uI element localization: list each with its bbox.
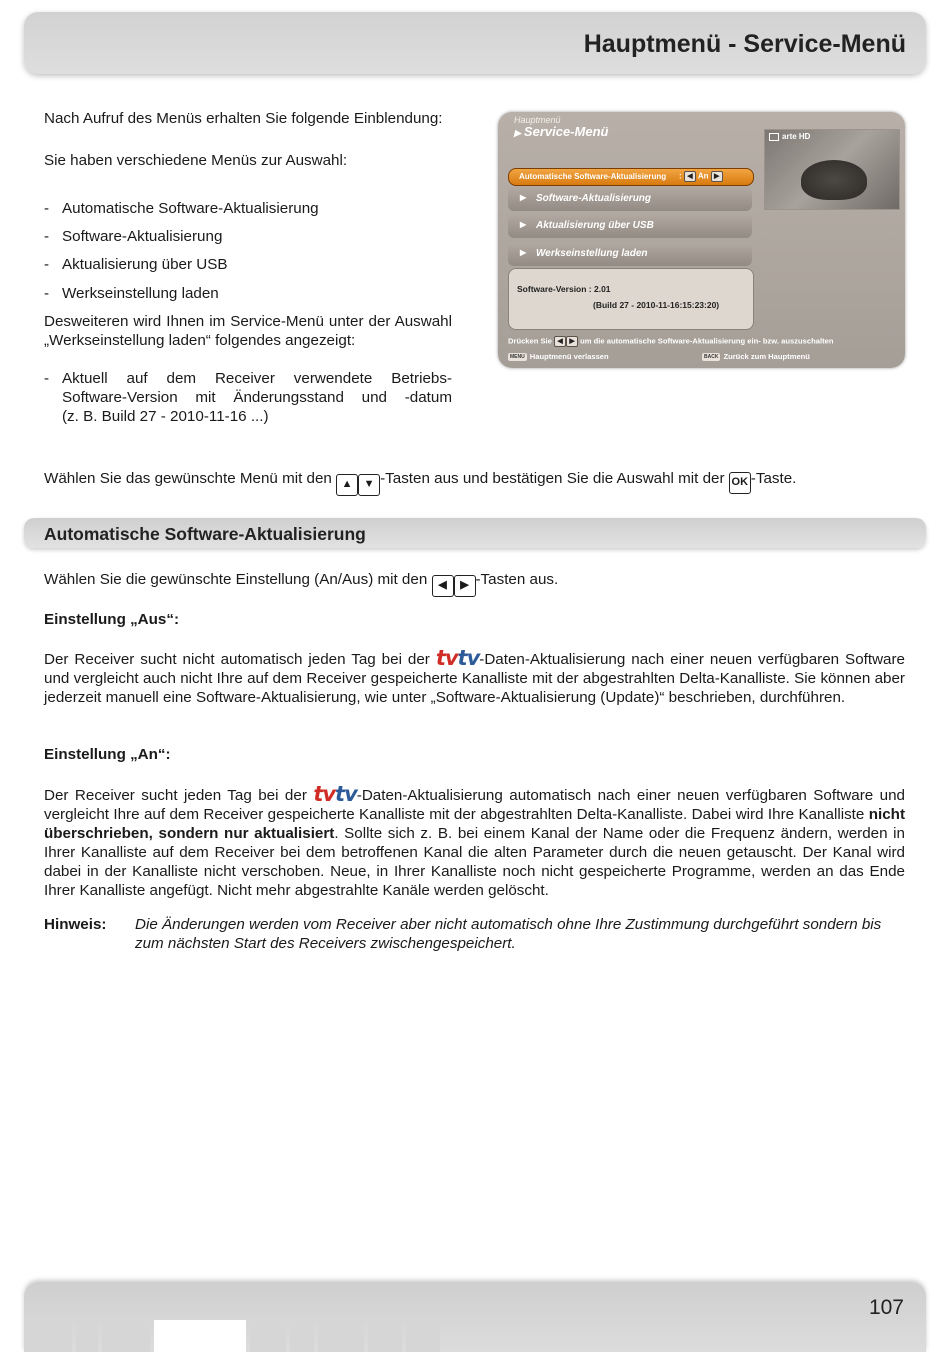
channel-label: arte HD bbox=[769, 132, 810, 141]
tv-screen bbox=[498, 112, 905, 368]
back-key-icon: BACK bbox=[704, 354, 719, 360]
footer-tab bbox=[250, 1320, 286, 1352]
tv-selected-label: Automatische Software-Aktualisierung bbox=[519, 172, 667, 181]
tv-hint: Drücken Sie ◀ ▶ um die automatische Software-Aktualisierung ein- bzw. auszuschalten bbox=[508, 336, 834, 346]
an-heading: Einstellung „An“: bbox=[44, 746, 171, 763]
footer-tab-active bbox=[154, 1320, 246, 1352]
intro-line-2: Sie haben verschiedene Menüs zur Auswahl: bbox=[44, 152, 348, 169]
tv-icon bbox=[769, 133, 779, 141]
bullet-item: - Aktuell auf dem Receiver verwendete Betriebs- Software-Version mit Änderungsstand und -datum (z. B. Build 27 - 2010-11-16 ...) bbox=[44, 370, 452, 425]
tvtv-logo: tvtv bbox=[313, 782, 357, 806]
aus-paragraph: Der Receiver sucht nicht automatisch jeden Tag bei der tvtv-Daten-Aktualisierung nach einer neuen verfügbaren Software und vergleicht auch nicht Ihre auf dem Receiver gespeicherte Kanalliste mit der abgestrahlten Delta-Kanalliste. Sie können aber jederzeit manuell eine Software-Aktualisierung, wie unter „Software-Aktualisierung (Update)“ beschrieben, durchführen. bbox=[44, 646, 905, 706]
instruction-line: Wählen Sie das gewünschte Menü mit den ▲ ▼ -Tasten aus und bestätigen Sie die Auswahl mit der OK -Taste. bbox=[44, 469, 796, 496]
tv-menu-item[interactable]: ▶ Software-Aktualisierung bbox=[508, 187, 752, 211]
list-item: - Werkseinstellung laden bbox=[44, 285, 219, 302]
tvtv-logo: tvtv bbox=[435, 646, 480, 670]
arrow-icon: ▶ bbox=[520, 220, 527, 229]
ok-key-icon: OK bbox=[729, 472, 751, 494]
build-info: (Build 27 - 2010-11-16:15:23:20) bbox=[593, 300, 720, 310]
bullet-line: Aktuell auf dem Receiver verwendete Betriebs- bbox=[62, 370, 452, 387]
footer-tab bbox=[368, 1320, 402, 1352]
intro-paragraph: Desweiteren wird Ihnen im Service-Menü unter der Auswahl „Werkseinstellung laden“ folgendes angezeigt: bbox=[44, 313, 452, 349]
down-key-icon: ▼ bbox=[358, 474, 380, 496]
tv-breadcrumb: Hauptmenü bbox=[514, 115, 561, 125]
footer-tab bbox=[406, 1320, 440, 1352]
tv-menu-item[interactable]: ▶ Werkseinstellung laden bbox=[508, 242, 752, 266]
tv-selected-value: : ◀ An ▶ bbox=[679, 171, 723, 182]
preview-image bbox=[801, 160, 867, 200]
intro-line-1: Nach Aufruf des Menüs erhalten Sie folgende Einblendung: bbox=[44, 110, 443, 127]
section-bar bbox=[24, 518, 926, 548]
tv-footer-back: BACK Zurück zum Hauptmenü bbox=[704, 352, 810, 361]
play-arrow-icon: ▶ bbox=[514, 128, 521, 138]
aus-heading: Einstellung „Aus“: bbox=[44, 611, 180, 628]
menu-key-icon: MENU bbox=[510, 354, 525, 360]
footer-tab bbox=[290, 1320, 314, 1352]
an-paragraph: Der Receiver sucht jeden Tag bei der tvtv-Daten-Aktualisierung automatisch nach einer neuen verfügbaren Software und vergleicht Ihre auf dem Receiver gespeicherte Kanalliste mit der abgestrahlten Delta-Kanalliste. Dabei wird Ihre Kanalliste nicht überschrieben, sondern nur aktualisiert. Sollte sich z. B. bei einem Kanal der Name oder die Frequenz ändern, werden in Ihrer Kanalliste auf dem Receiver bei dem betroffenen Kanal die alten Parameter durch die neuen getauscht. Der Kanal wird dabei in der Kanalliste nicht verschoben. Neue, in Ihrer Kanalliste noch nicht gespeicherte Programme, werden an das Ende Ihrer Kanalliste angefügt. Nicht mehr abgestrahlte Kanäle werden gelöscht. bbox=[44, 782, 905, 899]
tv-footer-menu: MENU Hauptmenü verlassen bbox=[510, 352, 609, 361]
footer-tab bbox=[76, 1320, 98, 1352]
footer-bar bbox=[24, 1282, 926, 1352]
footer-tab bbox=[102, 1320, 150, 1352]
list-item: - Aktualisierung über USB bbox=[44, 256, 228, 273]
tv-title: ▶ Service-Menü bbox=[514, 124, 609, 139]
footer-tab bbox=[24, 1320, 72, 1352]
bullet-line: Software-Version mit Änderungsstand und -datum bbox=[62, 389, 452, 406]
right-arrow-icon: ▶ bbox=[711, 171, 723, 182]
bullet-line: (z. B. Build 27 - 2010-11-16 ...) bbox=[62, 408, 269, 425]
section-title: Automatische Software-Aktualisierung bbox=[44, 524, 366, 544]
right-key-icon: ▶ bbox=[454, 575, 476, 597]
list-item: - Automatische Software-Aktualisierung bbox=[44, 200, 319, 217]
note-label: Hinweis: bbox=[44, 916, 107, 933]
footer-tab bbox=[318, 1320, 364, 1352]
left-arrow-icon: ◀ bbox=[684, 171, 696, 182]
left-key-icon: ◀ bbox=[432, 575, 454, 597]
header-bar bbox=[24, 12, 926, 74]
note-text: Die Änderungen werden vom Receiver aber nicht automatisch ohne Ihre Zustimmung durchgeführt sondern bis zum nächsten Start des Receivers zwischengespeichert. bbox=[135, 916, 882, 952]
right-arrow-icon: ▶ bbox=[566, 336, 578, 347]
page-number: 107 bbox=[868, 1296, 904, 1319]
choose-line: Wählen Sie die gewünschte Einstellung (An/Aus) mit den ◀ ▶ -Tasten aus. bbox=[44, 570, 558, 597]
tv-menu-item[interactable]: ▶ Aktualisierung über USB bbox=[508, 214, 752, 238]
left-arrow-icon: ◀ bbox=[554, 336, 566, 347]
up-key-icon: ▲ bbox=[336, 474, 358, 496]
arrow-icon: ▶ bbox=[520, 248, 527, 257]
page-title: Hauptmenü - Service-Menü bbox=[583, 30, 906, 58]
tv-selected-item[interactable] bbox=[508, 168, 754, 186]
tv-preview bbox=[764, 129, 900, 210]
tv-version-box bbox=[508, 268, 754, 330]
arrow-icon: ▶ bbox=[520, 193, 527, 202]
list-item: - Software-Aktualisierung bbox=[44, 228, 223, 245]
software-version: Software-Version : 2.01 bbox=[517, 284, 611, 294]
